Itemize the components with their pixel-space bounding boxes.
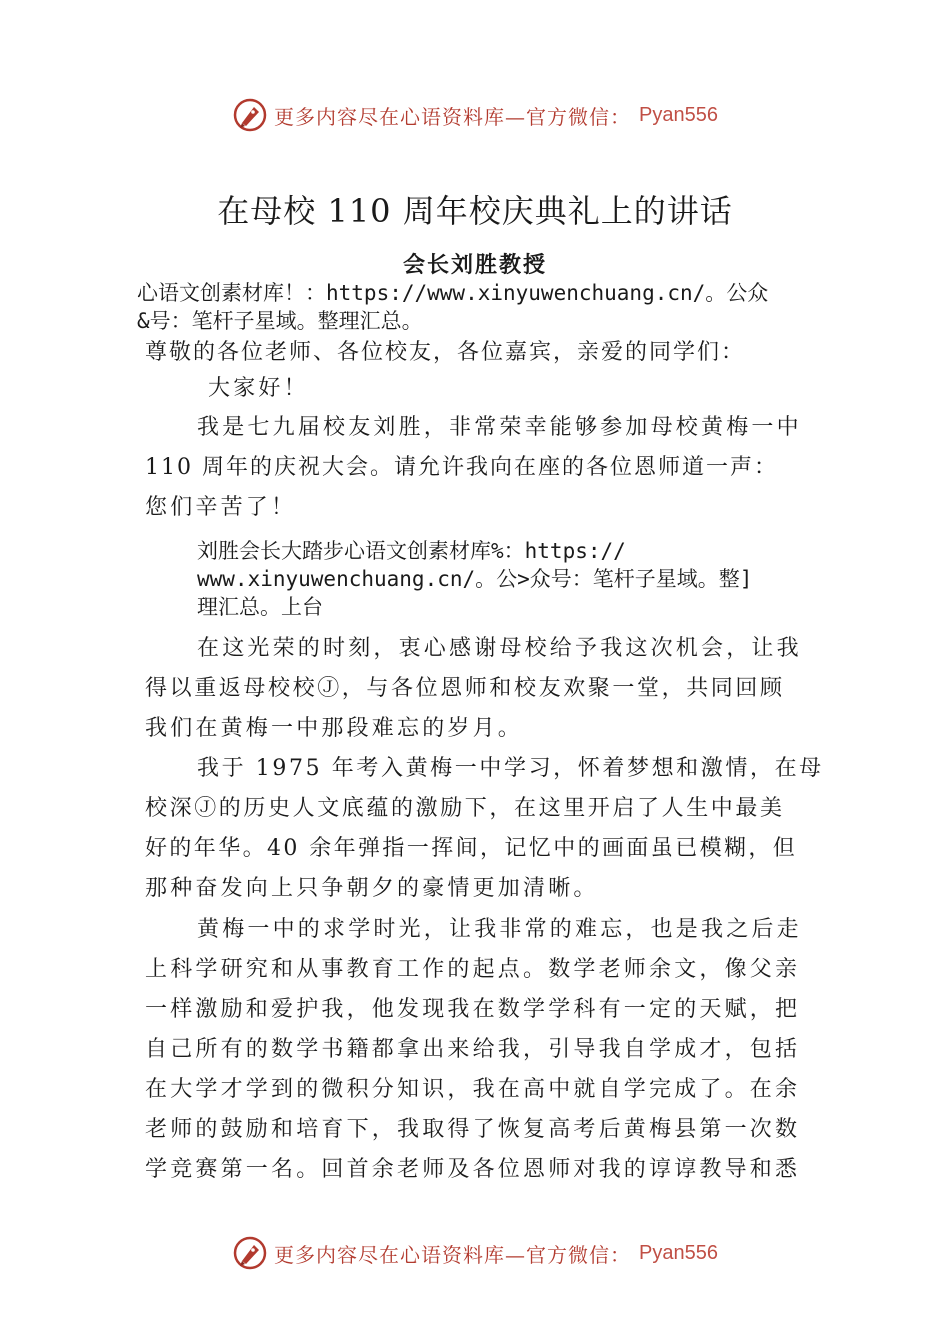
source-note-line: &号：笔杆子星域。整理汇总。 (137, 309, 423, 333)
paragraph-line: 一样激励和爱护我，他发现我在数学学科有一定的天赋，把 (145, 997, 801, 1022)
paragraph-line: 上科学研究和从事教育工作的起点。数学老师余文，像父亲 (145, 957, 801, 982)
paragraph-line: 我是七九届校友刘胜，非常荣幸能够参加母校黄梅一中 (197, 415, 802, 440)
hello-line: 大家好！ (208, 376, 309, 401)
stage-note-line: 刘胜会长大踏步心语文创素材库%：https:// (197, 539, 626, 563)
wechat-id: Pyan556 (639, 1241, 718, 1264)
speaker-subtitle: 会长刘胜教授 (402, 252, 547, 278)
paragraph-line: 在大学才学到的微积分知识，我在高中就自学完成了。在余 (145, 1077, 801, 1102)
paragraph-line: 在这光荣的时刻，衷心感谢母校给予我这次机会，让我 (197, 636, 802, 661)
pen-nib-icon (232, 97, 268, 133)
banner-text: 更多内容尽在心语资料库—官方微信： (274, 1242, 632, 1267)
paragraph-line: 学竞赛第一名。回首余老师及各位恩师对我的谆谆教导和悉 (145, 1157, 801, 1182)
paragraph-line: 我于 1975 年考入黄梅一中学习，怀着梦想和激情，在母 (197, 756, 824, 781)
paragraph-line: 黄梅一中的求学时光，让我非常的难忘，也是我之后走 (197, 917, 802, 942)
footer-banner (0, 1233, 950, 1273)
pen-nib-icon (232, 1235, 268, 1271)
paragraph-line: 110 周年的庆祝大会。请允许我向在座的各位恩师道一声： (145, 455, 778, 480)
stage-note-line: 理汇总。上台 (197, 595, 323, 619)
paragraph-line: 您们辛苦了！ (145, 495, 297, 520)
paragraph-line: 得以重返母校校Ⓙ，与各位恩师和校友欢聚一堂，共同回顾 (145, 676, 785, 701)
paragraph-line: 好的年华。40 余年弹指一挥间，记忆中的画面虽已模糊，但 (145, 836, 798, 861)
source-note-line: 心语文创素材库！：https://www.xinyuwenchuang.cn/。公众 (137, 281, 769, 305)
header-banner (0, 95, 950, 135)
banner-text: 更多内容尽在心语资料库—官方微信： (274, 104, 632, 129)
paragraph-line: 老师的鼓励和培育下，我取得了恢复高考后黄梅县第一次数 (145, 1117, 801, 1142)
page-title: 在母校 110 周年校庆典礼上的讲话 (217, 192, 733, 230)
paragraph-line: 自己所有的数学书籍都拿出来给我，引导我自学成才，包括 (145, 1037, 801, 1062)
paragraph-line: 我们在黄梅一中那段难忘的岁月。 (145, 716, 524, 741)
paragraph-line: 校深Ⓙ的历史人文底蕴的激励下，在这里开启了人生中最美 (145, 796, 785, 821)
stage-note-line: www.xinyuwenchuang.cn/。公>众号：笔杆子星域。整] (197, 567, 753, 591)
paragraph-line: 那种奋发向上只争朝夕的豪情更加清晰。 (145, 876, 599, 901)
wechat-id: Pyan556 (639, 103, 718, 126)
greeting-line: 尊敬的各位老师、各位校友，各位嘉宾，亲爱的同学们： (145, 340, 746, 365)
